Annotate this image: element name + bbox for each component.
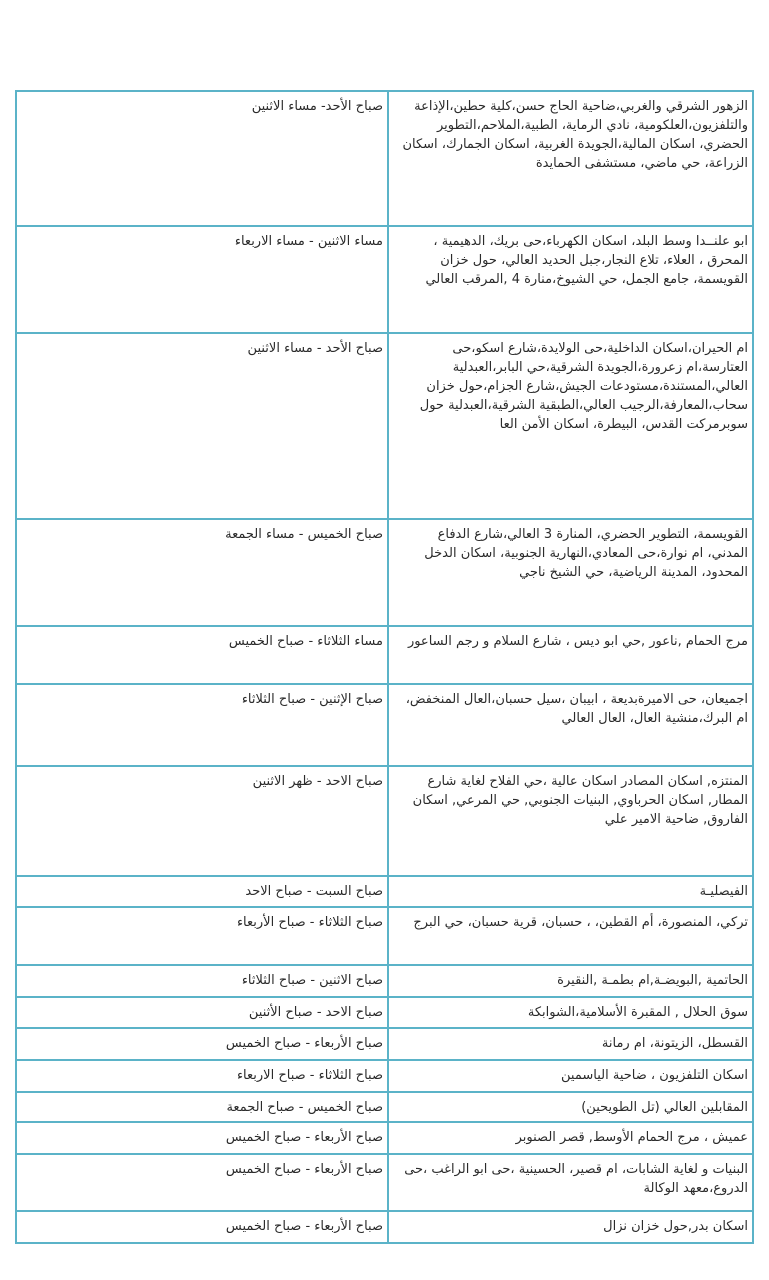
time-cell: مساء الاثنين - مساء الاربعاء [16, 226, 388, 333]
table-row [16, 997, 753, 1028]
table-row [16, 626, 753, 684]
areas-cell: مرج الحمام ,ناعور ,حي ابو ديس ، شارع السلام و رجم الساعور [388, 626, 753, 684]
time-cell: صباح الثلاثاء - صباح الأربعاء [16, 907, 388, 965]
table-row [16, 1028, 753, 1060]
areas-cell: عميش ، مرج الحمام الأوسط, قصر الصنوبر [388, 1122, 753, 1154]
areas-cell: اجميعان، حى الاميرةبديعة ، ابيبان ،سيل حسبان،العال المنخفض، ام البرك،منشية العال، العال العالي [388, 684, 753, 766]
time-cell: صباح الأربعاء - صباح الخميس [16, 1154, 388, 1211]
time-cell: صباح الخميس - مساء الجمعة [16, 519, 388, 626]
areas-cell: القويسمة، التطوير الحضري، المنارة 3 العالي،شارع الدفاع المدني، ام نوارة،حى المعادي،النهارية الجنوبية، اسكان الدخل المحدود، المدينة الرياضية، حي الشيخ ناجي [388, 519, 753, 626]
time-cell: صباح الإثنين - صباح الثلاثاء [16, 684, 388, 766]
areas-cell: القسطل، الزيتونة، ام رمانة [388, 1028, 753, 1060]
table-row [16, 876, 753, 907]
areas-cell: البنيات و لغاية الشابات، ام قصير، الحسينية ،حى ابو الراغب ،حى الدروع،معهد الوكالة [388, 1154, 753, 1211]
time-cell: صباح الأحد - مساء الاثنين [16, 333, 388, 519]
areas-cell: الفيصليـة [388, 876, 753, 907]
time-cell: صباح الأربعاء - صباح الخميس [16, 1211, 388, 1243]
table-row [16, 684, 753, 766]
areas-cell: المنتزه, اسكان المصادر اسكان عالية ،حي الفلاح لغاية شارع المطار, اسكان الحرباوي, البنيات الجنوبي, حي المرعي, اسكان الفاروق, ضاحية الامير علي [388, 766, 753, 876]
table-row [16, 907, 753, 965]
table-row [16, 1092, 753, 1122]
table-row [16, 766, 753, 876]
table-row [16, 226, 753, 333]
areas-cell: اسكان التلفزيون ، ضاحية الياسمين [388, 1060, 753, 1092]
schedule-table [15, 90, 754, 1244]
table-row [16, 965, 753, 997]
areas-cell: ام الحيران،اسكان الداخلية،حى الولايدة،شارع اسكو،حى العتارسة،ام زعرورة،الجويدة الشرقية،حي البابر،العبدلية العالي،المستندة،مستودعات الجيش،شارع الجزام،حول خزان سحاب،المعارفة،الرجيب العالي،الطبقية الشرقية،العبدلية حول سوبرمركت القدس، البيطرة، اسكان الأمن العا [388, 333, 753, 519]
time-cell: صباح الثلاثاء - صباح الاربعاء [16, 1060, 388, 1092]
areas-cell: المقابلين العالي (تل الطويحين) [388, 1092, 753, 1122]
areas-cell: الحاتمية ,البويضـة,ام بطمـة ,النقيرة [388, 965, 753, 997]
schedule-table-body [16, 91, 753, 1243]
time-cell: صباح الأربعاء - صباح الخميس [16, 1122, 388, 1154]
areas-cell: سوق الحلال , المقبرة الأسلامية،الشوابكة [388, 997, 753, 1028]
table-row [16, 519, 753, 626]
areas-cell: ابو علنــدا وسط البلد، اسكان الكهرباء،حى بريك، الدهيمية ، المحرق ، العلاء، تلاع النجار،جبل الحديد العالي، حول خزان القويسمة، جامع الجمل، حي الشيوخ،منارة 4 ,المرقب العالي [388, 226, 753, 333]
table-row [16, 1060, 753, 1092]
time-cell: صباح الأحد- مساء الاثنين [16, 91, 388, 226]
time-cell: صباح الاحد - صباح الأثنين [16, 997, 388, 1028]
time-cell: صباح الأربعاء - صباح الخميس [16, 1028, 388, 1060]
table-row [16, 91, 753, 226]
time-cell: صباح السبت - صباح الاحد [16, 876, 388, 907]
table-row [16, 333, 753, 519]
table-row [16, 1211, 753, 1243]
table-row [16, 1122, 753, 1154]
areas-cell: تركي، المنصورة، أم القطين، ، حسبان، قرية حسبان، حي البرج [388, 907, 753, 965]
time-cell: صباح الاثنين - صباح الثلاثاء [16, 965, 388, 997]
time-cell: صباح الخميس - صباح الجمعة [16, 1092, 388, 1122]
areas-cell: الزهور الشرقي والغربي،ضاحية الحاج حسن،كلية حطين،الإذاعة والتلفزيون،العلكومية، نادي الرماية، الطبية،الملاحم،التطوير الحضري، اسكان المالية،الجويدة الغربية، اسكان الجمارك، اسكان الزراعة، حي ماضي، مستشفى الحمايدة [388, 91, 753, 226]
table-row [16, 1154, 753, 1211]
time-cell: مساء الثلاثاء - صباح الخميس [16, 626, 388, 684]
time-cell: صباح الاحد - ظهر الاثنين [16, 766, 388, 876]
areas-cell: اسكان بدر,حول خزان نزال [388, 1211, 753, 1243]
